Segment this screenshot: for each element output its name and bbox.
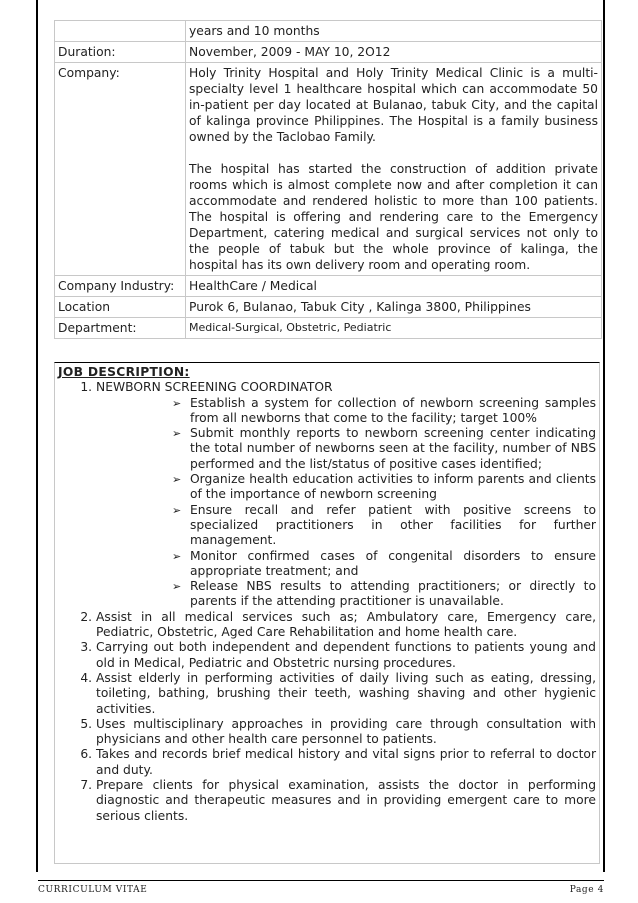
company-paragraph-1: Holy Trinity Hospital and Holy Trinity Medical Clinic is a multi-specialty level 1 healthcare hospital which can accommodate 50 in-patient per day located at Bulanao, tabuk City, and the capital of kalinga province Philippines. The Hospital is a family business owned by the Taclobao Family. — [189, 66, 598, 144]
duty-text: Release NBS results to attending practitioners; or directly to parents if the attending practitioner is unavailable. — [190, 579, 596, 609]
duration-continuation: years and 10 months — [186, 21, 602, 42]
duration-label: Duration: — [55, 42, 186, 63]
duty-text: Organize health education activities to inform parents and clients of the importance of newborn screening — [190, 472, 596, 502]
industry-value: HealthCare / Medical — [186, 276, 602, 297]
job-duties-list — [58, 380, 596, 824]
footer-title: CURRICULUM VITAE — [38, 885, 148, 895]
list-item: 4. Assist elderly in performing activities of daily living such as eating, dressing, toileting, bathing, brushing their teeth, washing shaving and other hygienic activities. — [96, 671, 596, 717]
industry-label: Company Industry: — [55, 276, 186, 297]
arrow-bullet-icon: ➢ — [172, 396, 182, 410]
department-label: Department: — [55, 318, 186, 339]
page-footer — [38, 880, 604, 895]
duty-text: Submit monthly reports to newborn screening center indicating the total number of newborns seen at the facility, number of NBS performed and the list/status of positive cases identified; — [190, 426, 596, 471]
arrow-bullet-icon: ➢ — [172, 427, 182, 441]
arrow-bullet-icon: ➢ — [172, 580, 182, 594]
location-value: Purok 6, Bulanao, Tabuk City , Kalinga 3800, Philippines — [186, 297, 602, 318]
list-item: 6. Takes and records brief medical history and vital signs prior to referral to doctor and duty. — [96, 747, 596, 778]
job-description-heading: JOB DESCRIPTION: — [58, 365, 190, 379]
duty-text: Ensure recall and refer patient with positive screens to specialized practitioners in other facilities for further management. — [190, 502, 596, 548]
list-item: 7. Prepare clients for physical examination, assists the doctor in performing diagnostic and therapeutic measures and in providing emergent care to more serious clients. — [96, 778, 596, 824]
company-label: Company: — [55, 63, 186, 276]
duty-text: Establish a system for collection of newborn screening samples from all newborns that come to the facility; target 100% — [190, 395, 596, 425]
list-item: 5. Uses multisciplinary approaches in providing care through consultation with physicians and other health care personnel to patients. — [96, 717, 596, 748]
list-item: 2. Assist in all medical services such as; Ambulatory care, Emergency care, Pediatric, Obstetric, Aged Care Rehabilitation and home health care. — [96, 610, 596, 641]
duty-text: Monitor confirmed cases of congenital disorders to ensure appropriate treatment; and — [190, 548, 596, 578]
job-description-section — [54, 362, 600, 864]
right-border-line — [603, 0, 605, 872]
table-cell — [55, 21, 186, 42]
table-row — [55, 63, 602, 276]
table-row — [55, 21, 602, 42]
list-item — [172, 472, 596, 503]
list-item — [172, 579, 596, 610]
list-item: 3. Carrying out both independent and dependent functions to patients young and old in Medical, Pediatric and Obstetric nursing procedures. — [96, 640, 596, 671]
table-row — [55, 276, 602, 297]
nbs-coordinator-title: NEWBORN SCREENING COORDINATOR — [96, 380, 333, 395]
table-row — [55, 297, 602, 318]
department-value: Medical-Surgical, Obstetric, Pediatric — [186, 318, 602, 339]
nbs-duties-list — [96, 396, 596, 610]
list-item — [172, 396, 596, 427]
arrow-bullet-icon: ➢ — [172, 473, 182, 487]
list-item — [172, 503, 596, 549]
company-paragraph-2: The hospital has started the construction of addition private rooms which is almost complete now and after completion it can accommodate and rendered holistic to more than 100 patients. The hospital is offering and rendering care to the Emergency Department, catering medical and surgical services not only to the people of tabuk but the whole province of kalinga, the hospital has its own delivery room and operating room. — [189, 162, 598, 272]
table-row — [55, 318, 602, 339]
arrow-bullet-icon: ➢ — [172, 549, 182, 563]
arrow-bullet-icon: ➢ — [172, 503, 182, 517]
duration-value: November, 2009 - MAY 10, 2O12 — [186, 42, 602, 63]
list-item — [96, 380, 596, 609]
table-row — [55, 42, 602, 63]
company-description — [186, 63, 602, 276]
page-number: Page 4 — [569, 885, 604, 895]
list-item — [172, 426, 596, 472]
left-border-line — [36, 0, 38, 872]
list-item — [172, 549, 596, 580]
employment-table — [54, 20, 602, 339]
location-label: Location — [55, 297, 186, 318]
